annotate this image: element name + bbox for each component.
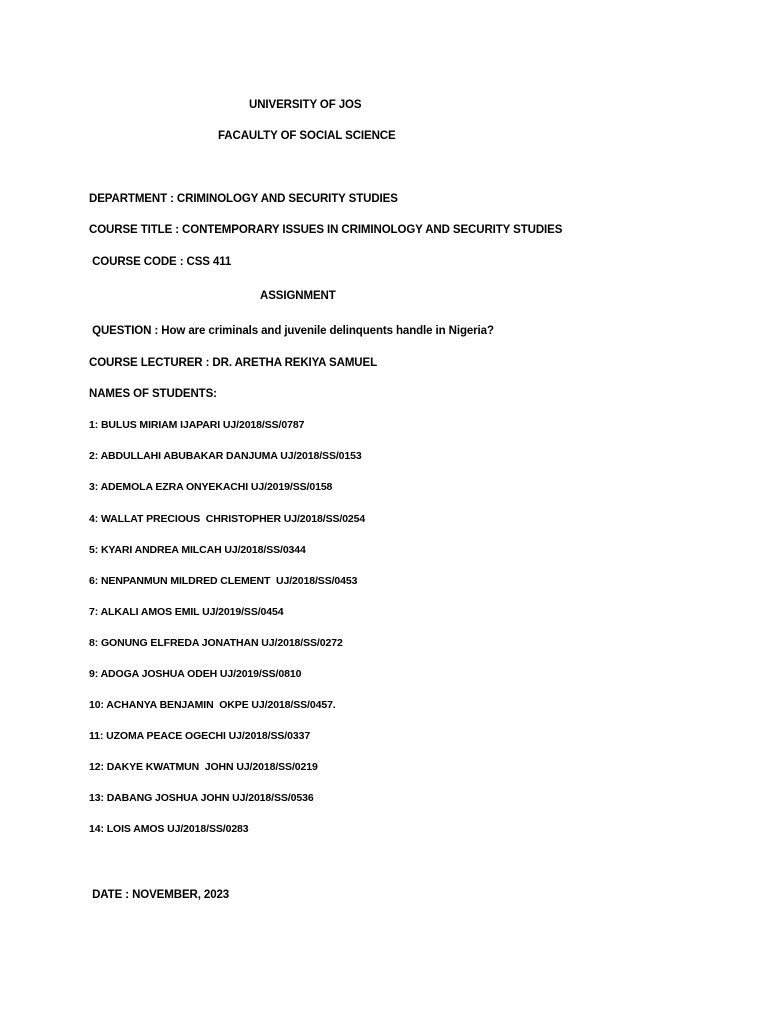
students-heading: NAMES OF STUDENTS: xyxy=(89,388,217,400)
lecturer-line: COURSE LECTURER : DR. ARETHA REKIYA SAMUEL xyxy=(89,357,378,369)
student-item: 8: GONUNG ELFREDA JONATHAN UJ/2018/SS/0272 xyxy=(89,637,343,649)
course-title-line: COURSE TITLE : CONTEMPORARY ISSUES IN CRIMINOLOGY AND SECURITY STUDIES xyxy=(89,224,563,236)
student-item: 2: ABDULLAHI ABUBAKAR DANJUMA UJ/2018/SS/0153 xyxy=(89,450,362,462)
student-item: 5: KYARI ANDREA MILCAH UJ/2018/SS/0344 xyxy=(89,544,306,556)
university-name: UNIVERSITY OF JOS xyxy=(249,99,362,111)
student-item: 7: ALKALI AMOS EMIL UJ/2019/SS/0454 xyxy=(89,606,284,618)
student-item: 13: DABANG JOSHUA JOHN UJ/2018/SS/0536 xyxy=(89,792,314,804)
date-line: DATE : NOVEMBER, 2023 xyxy=(89,889,230,901)
question-line: QUESTION : How are criminals and juvenile delinquents handle in Nigeria? xyxy=(89,325,494,337)
course-code-line: COURSE CODE : CSS 411 xyxy=(89,256,232,268)
student-item: 10: ACHANYA BENJAMIN OKPE UJ/2018/SS/0457. xyxy=(89,699,336,711)
student-item: 12: DAKYE KWATMUN JOHN UJ/2018/SS/0219 xyxy=(89,761,318,773)
student-item: 3: ADEMOLA EZRA ONYEKACHI UJ/2019/SS/0158 xyxy=(89,481,333,493)
student-item: 14: LOIS AMOS UJ/2018/SS/0283 xyxy=(89,823,249,835)
student-item: 1: BULUS MIRIAM IJAPARI UJ/2018/SS/0787 xyxy=(89,419,305,431)
faculty-name: FACAULTY OF SOCIAL SCIENCE xyxy=(218,130,396,142)
student-item: 11: UZOMA PEACE OGECHI UJ/2018/SS/0337 xyxy=(89,730,311,742)
department-line: DEPARTMENT : CRIMINOLOGY AND SECURITY STUDIES xyxy=(89,193,398,205)
student-item: 9: ADOGA JOSHUA ODEH UJ/2019/SS/0810 xyxy=(89,668,302,680)
student-item: 6: NENPANMUN MILDRED CLEMENT UJ/2018/SS/0453 xyxy=(89,575,358,587)
student-item: 4: WALLAT PRECIOUS CHRISTOPHER UJ/2018/SS/0254 xyxy=(89,513,366,525)
assignment-heading: ASSIGNMENT xyxy=(260,290,336,302)
